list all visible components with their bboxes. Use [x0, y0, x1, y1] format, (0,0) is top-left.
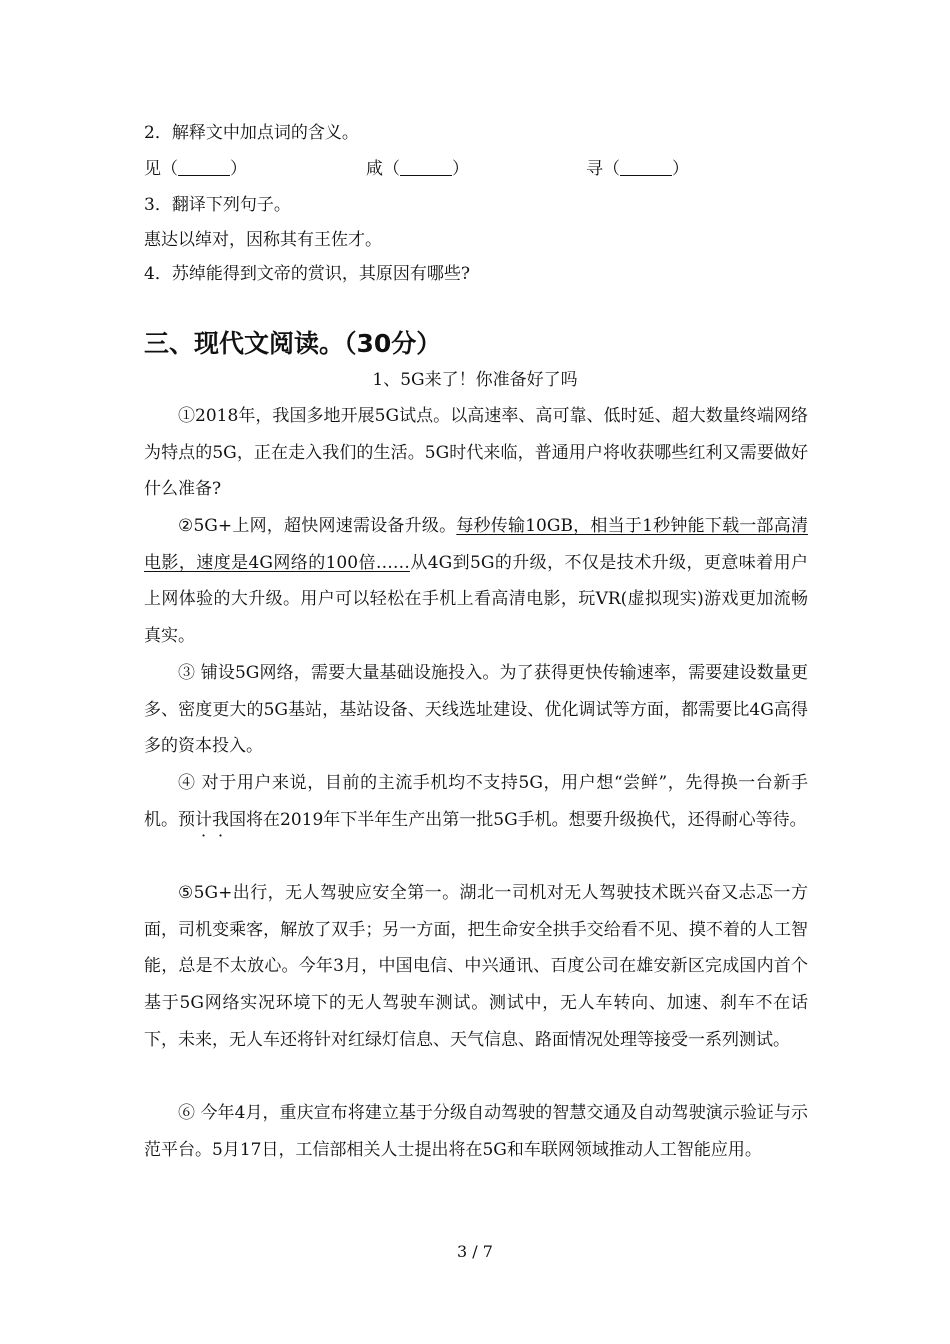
- fill-item-jian: 见（ ）: [144, 159, 247, 179]
- answer-blank[interactable]: [178, 161, 230, 176]
- paragraph-2: ②5G+上网，超快网速需设备升级。每秒传输10GB，相当于1秒钟能下载一部高清电影，速度是4G网络的100倍……从4G到5G的升级，不仅是技术升级，更意味着用户上网体验的大升级。用户可以轻松在手机上看高清电影，玩VR(虚拟现实)游戏更加流畅真实。: [144, 516, 809, 647]
- underlined-sentence: 每秒传输10GB，相当于1秒钟能下载一部高清电影，速度是4G网络的100倍……: [144, 516, 808, 573]
- question-3-sentence: 惠达以绰对，因称其有王佐才。: [144, 230, 382, 250]
- paragraph-5: ⑤5G+出行，无人驾驶应安全第一。湖北一司机对无人驾驶技术既兴奋又忐忑一方面，司机变乘客，解放了双手；另一方面，把生命安全拱手交给看不见、摸不着的人工智能，总是不太放心。今年3月，中国电信、中兴通讯、百度公司在雄安新区完成国内首个基于5G网络实况环境下的无人驾驶车测试。测试中，无人车转向、加速、刹车不在话下，未来，无人车还将针对红绿灯信息、天气信息、路面情况处理等接受一系列测试。: [144, 883, 808, 1050]
- paragraph-1: ①2018年，我国多地开展5G试点。以高速率、高可靠、低时延、超大数量终端网络为特点的5G，正在走入我们的生活。5G时代来临，普通用户将收获哪些红利又需要做好什么准备?: [144, 406, 808, 500]
- dotted-char: 预: [178, 809, 195, 830]
- question-3: 3．翻译下列句子。: [144, 195, 291, 215]
- paragraph-3: ③ 铺设5G网络，需要大量基础设施投入。为了获得更快传输速率，需要建设数量更多、密度更大的5G基站，基站设备、天线选址建设、优化调试等方面，都需要比4G高得多的资本投入。: [144, 663, 808, 757]
- paragraph-4: ④ 对于用户来说，目前的主流手机均不支持5G，用户想“尝鲜”，先得换一台新手机。预计我国将在2019年下半年生产出第一批5G手机。想要升级换代，还得耐心等待。: [144, 773, 808, 830]
- page-number: 3 / 7: [457, 1242, 493, 1261]
- question-2: 2．解释文中加点词的含义。: [144, 123, 359, 143]
- answer-blank[interactable]: [620, 161, 672, 176]
- question-4: 4．苏绰能得到文帝的赏识，其原因有哪些?: [144, 264, 470, 284]
- section-heading: 三、现代文阅读。（30分）: [144, 329, 442, 358]
- article-title: 1、5G来了！你准备好了吗: [372, 370, 578, 390]
- answer-blank[interactable]: [400, 161, 452, 176]
- fill-in-row: [144, 157, 808, 181]
- fill-item-xian: 咸（ ）: [366, 159, 469, 179]
- dotted-char: 计: [195, 809, 212, 830]
- fill-item-xun: 寻（ ）: [586, 159, 689, 179]
- paragraph-6: ⑥ 今年4月，重庆宣布将建立基于分级自动驾驶的智慧交通及自动驾驶演示验证与示范平台。5月17日，工信部相关人士提出将在5G和车联网领域推动人工智能应用。: [144, 1103, 808, 1160]
